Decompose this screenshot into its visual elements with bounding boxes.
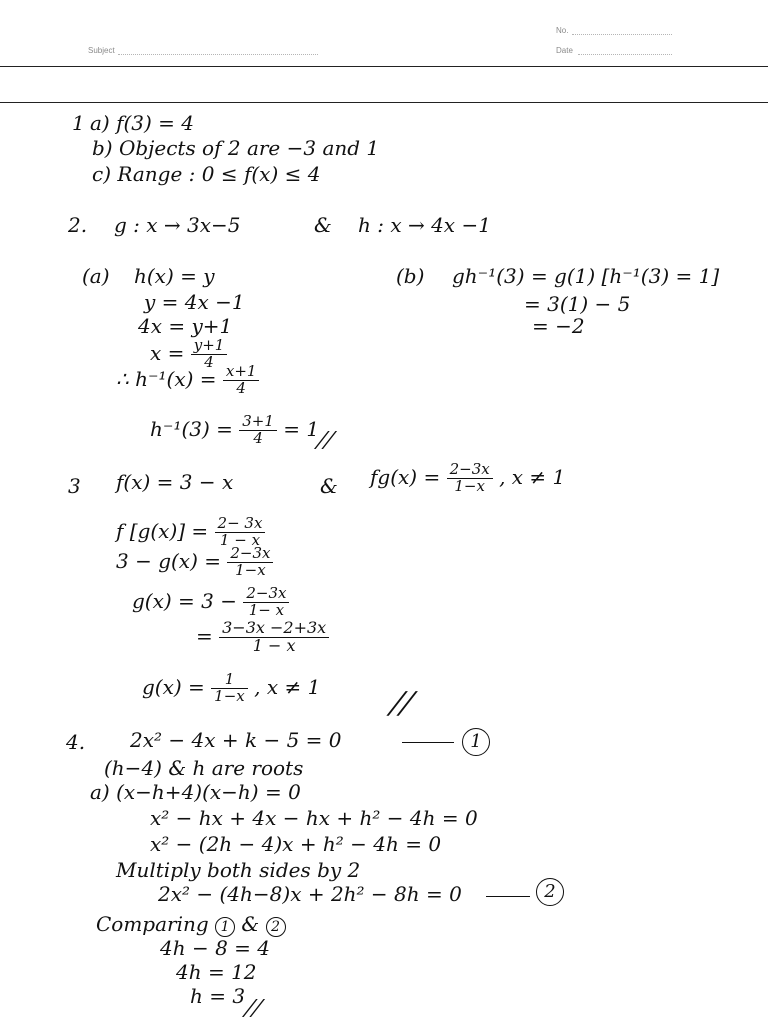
q3-line4-lhs: = xyxy=(196,623,213,648)
q4-eq-tag-2 xyxy=(536,878,564,906)
q3-fg-condition: , x ≠ 1 xyxy=(499,464,566,489)
q2a-line6-lhs: h⁻¹(3) = xyxy=(150,416,233,441)
q3-line5-lhs: g(x) = xyxy=(142,674,205,699)
fraction-numerator: x+1 xyxy=(223,364,260,381)
q2-function-g: g : x → 3x−5 xyxy=(114,213,241,237)
q3-fg-lhs: fg(x) = xyxy=(370,464,441,489)
q4a-line9: h = 3 xyxy=(190,984,246,1008)
q4-roots: (h−4) & h are roots xyxy=(104,756,304,780)
q3-line2-lhs: 3 − g(x) = xyxy=(116,548,221,573)
equation-dash-1 xyxy=(402,742,454,743)
fraction-denominator: 1−x xyxy=(235,560,266,579)
q3-line4 xyxy=(196,620,329,655)
date-label: Date xyxy=(556,46,573,55)
q4a-line7: 4h − 8 = 4 xyxy=(160,936,270,960)
comparing-label: Comparing xyxy=(96,912,209,936)
q3-ampersand: & xyxy=(320,474,338,498)
q2a-line3: 4x = y+1 xyxy=(138,314,233,338)
q4a-line3: x² − (2h − 4)x + h² − 4h = 0 xyxy=(150,832,442,856)
fraction-numerator: 3+1 xyxy=(239,414,277,431)
q4-equation: 2x² − 4x + k − 5 = 0 xyxy=(130,728,342,752)
q1-part-c: c) Range : 0 ≤ f(x) ≤ 4 xyxy=(92,162,321,186)
q4-number: 4. xyxy=(66,730,86,754)
q2a-line5-fraction xyxy=(223,364,260,397)
q3-number: 3 xyxy=(68,474,81,498)
q4a-line5: 2x² − (4h−8)x + 2h² − 8h = 0 xyxy=(158,882,462,906)
q4a-line4: Multiply both sides by 2 xyxy=(116,858,361,882)
q4a-line1: a) (x−h+4)(x−h) = 0 xyxy=(90,780,301,804)
q4a-line6 xyxy=(96,914,286,937)
q3-line3-lhs: g(x) = 3 − xyxy=(132,588,237,613)
fraction-denominator: 1−x xyxy=(214,686,245,705)
fraction-denominator: 4 xyxy=(204,352,214,371)
fraction-denominator: 4 xyxy=(236,378,246,397)
fraction-numerator: 1 xyxy=(211,672,248,689)
fraction-numerator: 2−3x xyxy=(243,586,289,603)
q4a-line2: x² − hx + 4x − hx + h² − 4h = 0 xyxy=(150,806,478,830)
q2a-line6-fraction xyxy=(239,414,277,447)
q3-function-f: f(x) = 3 − x xyxy=(116,470,234,494)
circled-tag: 2 xyxy=(266,917,286,937)
date-line xyxy=(578,54,672,55)
subject-label: Subject xyxy=(88,46,115,55)
q3-function-fg xyxy=(370,462,565,495)
fraction-denominator: 1−x xyxy=(454,476,485,495)
subject-line xyxy=(118,54,318,55)
circled-tag: 1 xyxy=(462,728,490,756)
q3-line1-lhs: f [g(x)] = xyxy=(116,518,209,543)
fraction-numerator: 2− 3x xyxy=(215,516,266,533)
q2a-line5 xyxy=(116,364,259,397)
fraction-denominator: 4 xyxy=(253,428,263,447)
fraction-numerator: 2−3x xyxy=(227,546,273,563)
q2b-line3: = −2 xyxy=(532,314,585,338)
header-rule-top xyxy=(0,66,768,67)
fraction-denominator: 1 − x xyxy=(219,530,261,549)
double-tick-mark: // xyxy=(387,686,417,721)
q3-line3-fraction xyxy=(243,586,289,619)
q2-function-h: h : x → 4x −1 xyxy=(358,213,491,237)
comparing-ampersand: & xyxy=(241,912,260,936)
q2b-line2: = 3(1) − 5 xyxy=(524,292,631,316)
fraction-denominator: 1 − x xyxy=(252,635,296,655)
circled-tag: 1 xyxy=(215,917,235,937)
equation-dash-2 xyxy=(486,896,530,897)
fraction-numerator: 3−3x −2+3x xyxy=(219,620,329,638)
q3-line5 xyxy=(142,672,320,705)
q4a-line8: 4h = 12 xyxy=(176,960,257,984)
q2-number: 2. xyxy=(68,213,88,237)
q3-line3 xyxy=(132,586,289,619)
q4-eq-tag-1 xyxy=(462,728,490,756)
q3-line2 xyxy=(116,546,273,579)
q2a-line6-rhs: = 1 xyxy=(283,416,320,441)
q3-line2-fraction xyxy=(227,546,273,579)
q2a-line2: y = 4x −1 xyxy=(144,290,245,314)
q3-line4-fraction xyxy=(219,620,329,655)
fraction-denominator: 1− x xyxy=(248,600,285,619)
fraction-numerator: y+1 xyxy=(191,338,228,355)
q2a-line4-lhs: x = xyxy=(150,340,185,365)
q3-line5-fraction xyxy=(211,672,248,705)
q2b-line1: gh⁻¹(3) = g(1) [h⁻¹(3) = 1] xyxy=(452,264,720,288)
no-label: No. xyxy=(556,26,569,35)
header-rule-bottom xyxy=(0,102,768,103)
q3-line5-condition: , x ≠ 1 xyxy=(254,674,321,699)
circled-tag: 2 xyxy=(536,878,564,906)
no-line xyxy=(572,34,672,35)
q2-ampersand: & xyxy=(314,213,332,237)
q2a-line1: h(x) = y xyxy=(134,264,215,288)
q2a-label: (a) xyxy=(82,264,110,288)
q1-part-b: b) Objects of 2 are −3 and 1 xyxy=(92,136,380,160)
double-tick-mark: // xyxy=(242,996,265,1021)
q3-fg-fraction xyxy=(447,462,493,495)
q2a-line5-lhs: ∴ h⁻¹(x) = xyxy=(116,366,217,391)
q1-part-a: a) f(3) = 4 xyxy=(90,111,195,135)
q2a-line6 xyxy=(150,414,319,447)
fraction-numerator: 2−3x xyxy=(447,462,493,479)
q2b-label: (b) xyxy=(396,264,425,288)
q1-number: 1 xyxy=(72,111,85,135)
double-tick-mark: // xyxy=(314,428,337,453)
